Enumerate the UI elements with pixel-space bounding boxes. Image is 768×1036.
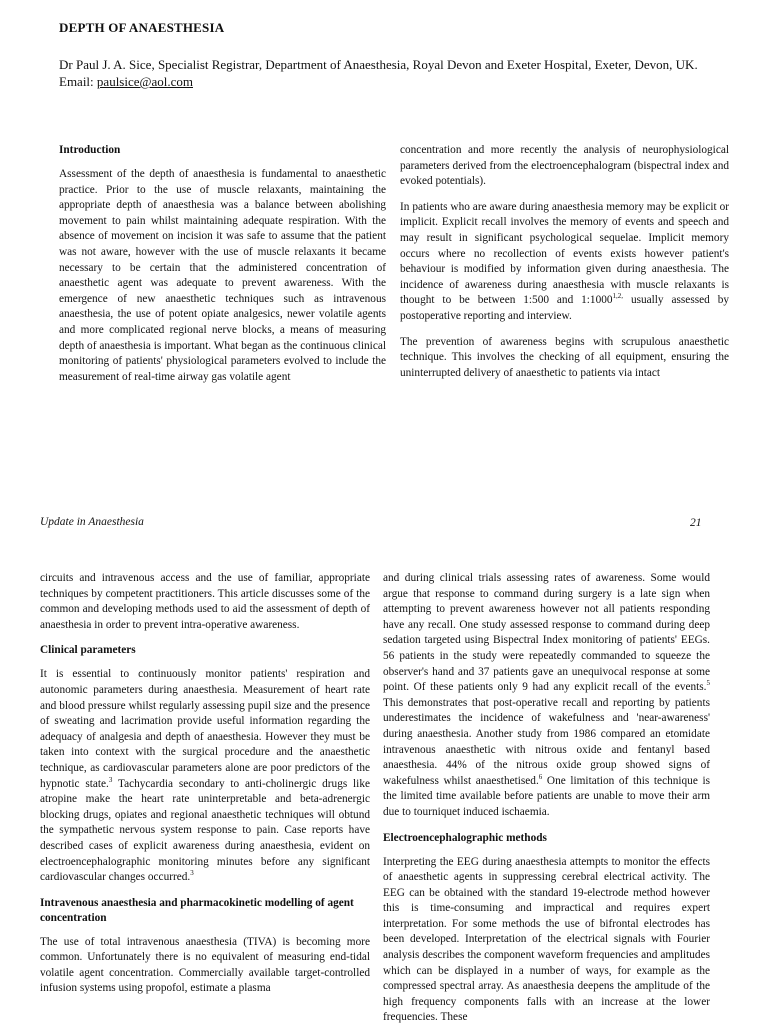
text-span: and during clinical trials assessing rates of awareness. Some would argue that response to command during surgery is a late sign when attempting to prevent awareness however not all patients responding have any recall. One study assessed response to command during deep sedation targeted using Bispectral Index monitoring of patients' EEGs. 56 patients in the study were repeatedly commanded to squeeze the observer's hand and 37 patients gave an unequivocal response at some point. Of these patients only 9 had any explicit recall of the events. — [383, 572, 710, 694]
author-text: Dr Paul J. A. Sice, Specialist Registrar, Department of Anaesthesia, Royal Devon and Exeter Hospital, Exeter, Devon, UK. Email: — [59, 57, 698, 89]
text-span: One limitation of this technique is the limited time available before patients are unable to move their arm due to tourniquet induced ischaemia. — [383, 774, 710, 818]
clinical-parameters-heading: Clinical parameters — [40, 644, 136, 657]
page1-right-column — [400, 143, 729, 391]
paragraph-eeg-intro: concentration and more recently the analysis of neurophysiological parameters derived from the electroencephalogram (bispectral index and evoked potentials). — [400, 144, 729, 188]
text-span: It is essential to continuously monitor patients' respiration and autonomic parameters during anaesthesia. Measurement of heart rate and blood pressure whilst regularly assessing pupil size and the presence of sweating and lacrimation provide useful information regarding the adequacy of analgesia and depth of anaesthesia. However they must be taken into context with the surgical procedure and the anaesthetic technique, as cardiovascular parameters alone are poor predictors of the hypnotic state. — [40, 668, 370, 790]
tiva-heading: Intravenous anaesthesia and pharmacokinetic modelling of agent concentration — [40, 896, 354, 924]
page1-left-column — [59, 143, 386, 395]
page2-right-column — [383, 571, 710, 1036]
paragraph-continuation: circuits and intravenous access and the use of familiar, appropriate techniques by competent practitioners. This article discusses some of the common and developing methods used to aid the assessment of depth of anaesthesia in order to prevent intra-operative awareness. — [40, 572, 370, 631]
introduction-heading: Introduction — [59, 144, 121, 156]
text-span: Tachycardia secondary to anti-cholinergic drugs like atropine make the heart rate uninterpretable and beta-adrenergic blocking drugs, opiates and regional anaesthetic techniques will obtund the sympathetic nervous system response to pain. Case reports have described cases of explicit awareness during anaesthesia, evident on electroencephalographic monitoring minutes before any significant cardiovascular changes occurred. — [40, 777, 370, 884]
paragraph-response-to-command — [383, 571, 710, 821]
citation-superscript: 1,2, — [612, 292, 624, 301]
author-affiliation — [59, 56, 719, 90]
paragraph-clinical-parameters — [40, 667, 370, 885]
eeg-methods-heading: Electroencephalographic methods — [383, 831, 547, 844]
introduction-paragraph: Assessment of the depth of anaesthesia is fundamental to anaesthetic practice. Prior to the use of muscle relaxants, maintaining the appropriate depth of anaesthesia was a balance between abolishing movement to pain whilst maintaining adequate respiration. With the absence of movement on incision it was safe to assume that the patient was not aware, however with the use of muscle relaxants it became necessary to be certain that the administered concentration of anaesthetic agent was adequate to prevent awareness. With the emergence of new anaesthetic techniques such as intravenous anaesthesia, the use of potent opiate analgesics, newer volatile agents and more complicated regional nerve blocks, a means of measuring depth of anaesthesia is important. What began as the continuous clinical monitoring of patients' physiological parameters evolved to include the measurement of real-time airway gas volatile agent — [59, 168, 386, 383]
text-span: This demonstrates that post-operative recall and reporting by patients underestimates the incidence of wakefulness and 'near-awareness' during anaesthesia. Another study from 1986 compared an etomidate intravenous anaesthetic with nitrous oxide and fentanyl based anaesthesia. 44% of the nitrous oxide group showed signs of wakefulness whilst anaesthetised. — [383, 696, 710, 787]
page2-left-column — [40, 571, 370, 1007]
citation-superscript: 3 — [190, 869, 194, 878]
page-number: 21 — [690, 517, 702, 529]
article-title: DEPTH OF ANAESTHESIA — [59, 20, 225, 35]
author-email-link[interactable]: paulsice@aol.com — [96, 74, 193, 89]
text-span: usually assessed by postoperative reporting and interview. — [400, 294, 729, 322]
citation-superscript: 6 — [538, 772, 543, 781]
paragraph-prevention: The prevention of awareness begins with scrupulous anaesthetic technique. This involves the checking of all equipment, ensuring the uninterrupted delivery of anaesthetic to patients via intact — [400, 335, 729, 379]
citation-superscript: 3 — [108, 775, 113, 784]
text-span: In patients who are aware during anaesthesia memory may be explicit or implicit. Explicit recall involves the memory of events and speech and may result in significant psychological sequelae. Implicit memory occurs where no recollection of events exists however patient's behaviour is modified by information given during anaesthesia. The incidence of awareness during anaesthesia with muscle relaxants is thought to be between 1:500 and 1:1000 — [400, 200, 729, 307]
citation-superscript: 5 — [706, 679, 710, 688]
journal-footer: Update in Anaesthesia — [40, 516, 144, 528]
paragraph-tiva: The use of total intravenous anaesthesia (TIVA) is becoming more common. Unfortunately there is no equivalent of measuring end-tidal volatile agent concentration. Commercially available target-controlled infusion systems using propofol, estimate a plasma — [40, 935, 370, 995]
paragraph-awareness-memory — [400, 200, 729, 325]
paragraph-eeg-methods: Interpreting the EEG during anaesthesia attempts to monitor the effects of anaesthetic agents in suppressing cerebral electrical activity. The EEG can be obtained with the standard 19-electrode method however this is time-consuming and impractical and requires expert interpretation. For some methods the use of bifrontal electrodes has been developed. Interpretation of the electrical signals with Fourier analysis describes the component waveform frequencies and amplitudes which can be displayed in a number of ways, for example as the compressed spectral array. As anaesthesia deepens the amplitude of the high frequency components falls with an increase at the lower frequencies. These — [383, 855, 710, 1024]
